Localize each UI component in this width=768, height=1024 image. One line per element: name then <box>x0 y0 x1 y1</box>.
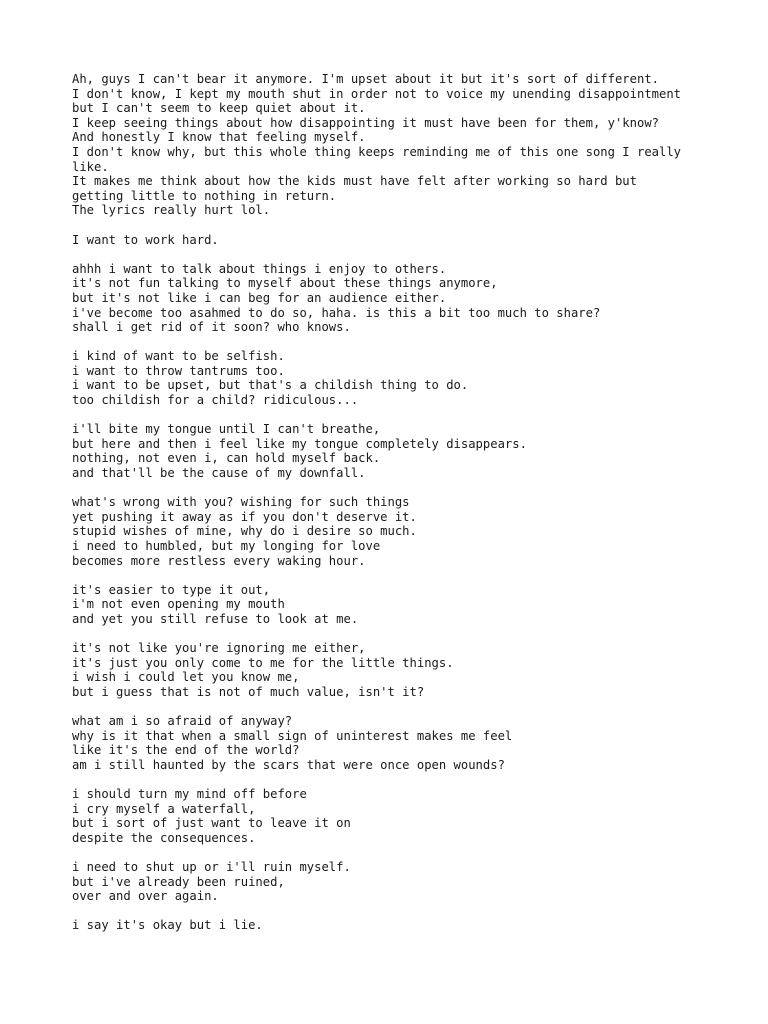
paragraph <box>72 714 732 772</box>
text-line: over and over again. <box>72 889 219 904</box>
text-line: getting little to nothing in return. <box>72 188 337 203</box>
text-line: nothing, not even i, can hold myself back. <box>72 451 381 466</box>
paragraph <box>72 787 732 845</box>
text-line: The lyrics really hurt lol. <box>72 203 271 218</box>
text-line: I keep seeing things about how disappointing it must have been for them, y'know? <box>72 115 659 130</box>
text-line: it's not fun talking to myself about these things anymore, <box>72 276 498 291</box>
text-line: Ah, guys I can't bear it anymore. I'm upset about it but it's sort of different. <box>72 72 659 86</box>
text-line: like it's the end of the world? <box>72 743 300 758</box>
text-line: I want to work hard. <box>72 232 219 247</box>
text-line: it's just you only come to me for the little things. <box>72 655 454 670</box>
text-line: i'm not even opening my mouth <box>72 597 285 612</box>
paragraph <box>72 495 732 568</box>
text-line: but i've already been ruined, <box>72 874 285 889</box>
text-line: but I can't seem to keep quiet about it. <box>72 101 366 116</box>
text-line: and yet you still refuse to look at me. <box>72 611 359 626</box>
text-line: i should turn my mind off before <box>72 787 307 802</box>
paragraph <box>72 583 732 627</box>
text-line: shall i get rid of it soon? who knows. <box>72 320 351 335</box>
text-line: i need to humbled, but my longing for love <box>72 539 381 553</box>
text-line: ahhh i want to talk about things i enjoy to others. <box>72 261 447 276</box>
text-line: i'll bite my tongue until I can't breathe, <box>72 422 381 437</box>
paragraph <box>72 72 732 218</box>
text-line: why is it that when a small sign of uninterest makes me feel <box>72 728 513 743</box>
text-line: what am i so afraid of anyway? <box>72 714 293 729</box>
text-line: i wish i could let you know me, <box>72 670 300 685</box>
document-page <box>72 72 732 948</box>
paragraph <box>72 918 732 933</box>
text-line: becomes more restless every waking hour. <box>72 553 366 568</box>
text-line: but i guess that is not of much value, isn't it? <box>72 684 425 699</box>
text-line: stupid wishes of mine, why do i desire so much. <box>72 524 417 539</box>
text-line: but here and then i feel like my tongue completely disappears. <box>72 436 527 451</box>
paragraph <box>72 860 732 904</box>
text-line: I don't know why, but this whole thing keeps reminding me of this one song I really <box>72 144 682 159</box>
text-line: i've become too asahmed to do so, haha. is this a bit too much to share? <box>72 305 601 320</box>
text-line: it's easier to type it out, <box>72 582 271 597</box>
text-line: It makes me think about how the kids must have felt after working so hard but <box>72 174 637 189</box>
text-line: i say it's okay but i lie. <box>72 918 263 933</box>
text-line: but i sort of just want to leave it on <box>72 816 351 831</box>
text-line: and that'll be the cause of my downfall. <box>72 466 366 481</box>
text-line: I don't know, I kept my mouth shut in order not to voice my unending disappointment <box>72 86 682 101</box>
text-line: yet pushing it away as if you don't deserve it. <box>72 509 417 524</box>
text-line: but it's not like i can beg for an audience either. <box>72 290 447 305</box>
paragraph <box>72 233 732 248</box>
text-line: what's wrong with you? wishing for such things <box>72 495 410 510</box>
text-line: i cry myself a waterfall, <box>72 801 256 816</box>
text-line: like. <box>72 159 109 174</box>
paragraph <box>72 262 732 335</box>
text-line: i kind of want to be selfish. <box>72 349 285 364</box>
text-line: i need to shut up or i'll ruin myself. <box>72 860 351 875</box>
text-line: i want to be upset, but that's a childish thing to do. <box>72 378 469 393</box>
text-line: too childish for a child? ridiculous... <box>72 393 359 408</box>
paragraph <box>72 422 732 480</box>
text-line: despite the consequences. <box>72 830 256 845</box>
paragraph <box>72 641 732 699</box>
text-line: And honestly I know that feeling myself. <box>72 130 366 145</box>
paragraph <box>72 349 732 407</box>
text-line: i want to throw tantrums too. <box>72 363 285 378</box>
text-line: it's not like you're ignoring me either, <box>72 641 366 656</box>
text-line: am i still haunted by the scars that were once open wounds? <box>72 757 505 772</box>
